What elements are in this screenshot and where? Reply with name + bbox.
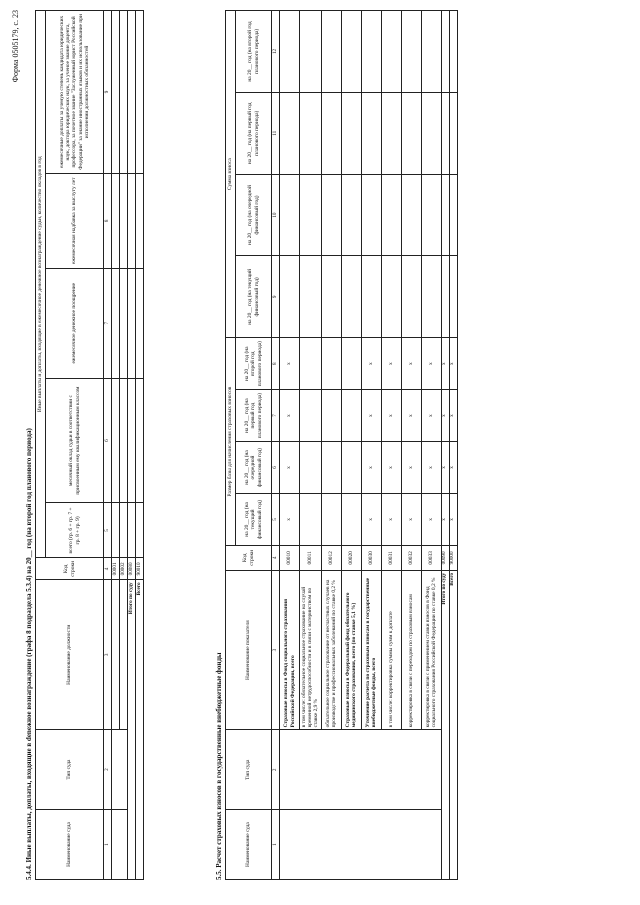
header-court-name: Наименование суда: [226, 810, 272, 880]
col-num: 7: [104, 268, 112, 378]
row-code: 00001: [112, 558, 120, 580]
indicator-label: Страховые взносы в Федеральный фонд обязательного медицинского страхования, всего (по ставке 5,1 %): [341, 570, 361, 730]
value-cell: [321, 256, 341, 338]
value-cell: [341, 338, 361, 390]
form-code: Форма 0505179, с. 23: [11, 10, 20, 83]
col-num: 9: [272, 256, 280, 338]
col-num: 10: [272, 174, 280, 256]
value-cell: [381, 256, 401, 338]
empty-mark: х: [280, 390, 300, 442]
indicator-label: Страховые взносы в Фонд социального страхования Российской Федерации, всего: [280, 570, 300, 730]
header-code: Код строки: [226, 545, 272, 570]
value-cell: [280, 11, 300, 93]
row-code: 00010: [280, 545, 300, 570]
empty-mark: х: [381, 442, 401, 494]
empty-mark: х: [401, 390, 421, 442]
empty-mark: х: [421, 390, 441, 442]
cell-position: [112, 580, 120, 730]
col-num: 11: [272, 92, 280, 174]
col-num: 12: [272, 11, 280, 93]
row-code: 00011: [300, 545, 322, 570]
value-cell: [321, 338, 341, 390]
indicator-label: корректировка в связи с применением ставки взносов в Фонд социального страхования Российской Федерации по ставке 0,2 %: [421, 570, 441, 730]
empty-mark: х: [361, 493, 381, 545]
value-cell: [341, 11, 361, 93]
header-year-current: на 20__ год (на текущий финансовый год): [236, 493, 272, 545]
value-cell: [401, 11, 421, 93]
value-cell: [300, 338, 322, 390]
value-cell: [321, 174, 341, 256]
row-code: 90010: [136, 558, 144, 580]
col-num: 9: [104, 11, 112, 174]
col-num: 3: [272, 570, 280, 730]
value-cell: [401, 92, 421, 174]
header-seniority: ежемесячная надбавка за выслугу лет: [46, 173, 104, 268]
header-court-type: Тип суда: [36, 730, 104, 810]
court-subtotal-label: Итого по суду: [441, 570, 449, 879]
cell-court-type: [280, 730, 442, 810]
empty-mark: х: [280, 338, 300, 390]
empty-mark: х: [421, 442, 441, 494]
col-num: 2: [104, 730, 112, 810]
value-cell: [421, 174, 441, 256]
empty-mark: х: [381, 493, 401, 545]
value-cell: [341, 493, 361, 545]
value-cell: [341, 92, 361, 174]
col-num: 8: [104, 173, 112, 268]
value-cell: [300, 442, 322, 494]
cell-court-name: [280, 810, 442, 880]
empty-mark: х: [421, 493, 441, 545]
value-cell: [361, 11, 381, 93]
value-cell: [381, 92, 401, 174]
section-title-5-4-4: 5.4.4. Иные выплаты, доплаты, входящие в denежное вознаграждение (графа 8 подраздела 5.3.4) на 20__ год (на второй год планового периода): [25, 428, 33, 880]
header-base-group: Размер базы для начисления страховых взносов: [226, 338, 236, 546]
col-num: 4: [272, 545, 280, 570]
value-cell: [381, 174, 401, 256]
row-code: 00080: [128, 558, 136, 580]
col-num: 6: [272, 442, 280, 494]
header-monthly-salary: месячный оклад судьи в соответствии с присвоенным ему квалификационным классом: [46, 378, 104, 503]
grand-total-label: Всего: [136, 580, 144, 880]
table-row: [280, 11, 300, 880]
value-cell: [341, 174, 361, 256]
value-cell: [361, 256, 381, 338]
empty-mark: х: [361, 442, 381, 494]
header-payments-group: Иные выплаты и доплаты, входящие в ежемесячное денежное вознаграждение судьи, количество окладов в год: [36, 11, 46, 558]
header-indicator: Наименование показателя: [226, 570, 272, 730]
row-code: 00032: [401, 545, 421, 570]
value-cell: [321, 390, 341, 442]
header-code: Код строки: [36, 558, 104, 580]
value-cell: [421, 256, 441, 338]
value-cell: [321, 493, 341, 545]
value-cell: [421, 11, 441, 93]
row-code: 00090: [441, 545, 449, 570]
value-cell: [300, 92, 322, 174]
value-cell: [280, 92, 300, 174]
header-position: Наименование должности: [36, 580, 104, 730]
empty-mark: х: [421, 338, 441, 390]
cell-court-name: [112, 810, 128, 880]
header-sum-group: Сумма взноса: [226, 11, 236, 338]
header-degree-allowances: ежемесячные доплаты за ученую степень кандидата юридических наук, доктора юридических наук, за ученое звание доцента, профессора, за почетное звание "Заслуженный юрист Российской Федерации" за знание иностранных языков и их использование при исполнении должностных обязанностей: [46, 11, 104, 174]
value-cell: [401, 256, 421, 338]
value-cell: [401, 174, 421, 256]
value-cell: [300, 493, 322, 545]
empty-mark: х: [280, 493, 300, 545]
section-title-5-5: 5.5. Расчет страховых взносов в государственные внебюджетные фонды: [215, 652, 223, 880]
col-num: 6: [104, 378, 112, 503]
header-year-next: на 20__ год (на очередной финансовый год): [236, 174, 272, 256]
value-cell: [321, 92, 341, 174]
col-num: 8: [272, 338, 280, 390]
empty-mark: х: [280, 442, 300, 494]
col-num: 4: [104, 558, 112, 580]
col-num: 2: [272, 730, 280, 810]
row-code: 00012: [321, 545, 341, 570]
header-year-plan2: на 20__ год (на второй год планового периода): [236, 11, 272, 93]
header-court-name: Наименование суда: [36, 810, 104, 880]
value-cell: [300, 174, 322, 256]
table-other-payments: [35, 10, 144, 880]
value-cell: [381, 11, 401, 93]
col-num: 5: [104, 503, 112, 558]
col-num: 1: [104, 810, 112, 880]
court-subtotal-label: Итого по суду: [128, 580, 136, 880]
empty-mark: х: [361, 338, 381, 390]
value-cell: [321, 11, 341, 93]
value-cell: [300, 256, 322, 338]
col-num: 1: [272, 810, 280, 880]
empty-mark: х: [401, 442, 421, 494]
value-cell: [300, 390, 322, 442]
rotated-content: [11, 10, 625, 880]
row-code: 00030: [361, 545, 381, 570]
table-insurance-contributions: Наименование суда Тип суда Наименование показателя Код строки Размер базы для начисления страховых взносов Сумма взноса на 20__ год (на текущий финансовый год) на 20__ год (на очередной финансовый год) на 20__ год (на первый год планового периода) на 20__ год (на второй год планового периода) на 20__ год (на текущий финансовый год) на 20__ год (на очередной финансовый год) на 20__ год (на первый год планового периода) на 20__ год (на второй год планового периода) 1 2 3 4 5 6 7 8 9 10 11 12 Страховые взносы в Фонд социального страхования Российской Федерации, всего 00010 х х х х в том числе: обязательное социальное страхование на случай временной нетрудоспособности и в связи с материнством по ставке 2,9 % 00011 обязательное социальное страхование от несчастных случаев на производстве и профессиональных заболеваний по ставке 0,2 % 00012 Страховые взносы в Федеральный фонд обязательного медицинского страхования, всего (по ставке 5,1 %) 00020 Уточнение расчета по страховым взносам в государственные внебюджетные фонды, всего 00030 х х х х в том числе: корректировка суммы сумм к доплате 00031 х х х х корректировка в связи с переходом по страховым взносам 00032 х х х х корректировка в связи с применением ставки взносов в Фонд социального страхования Российской Федерации по ставке 0,2 % 00033 х х х х Итого по суду 00090 х х х х Всего 90000 х х х х: [225, 10, 458, 880]
header-court-type: Тип суда: [226, 730, 272, 810]
header-year-plan1: на 20__ год (на первый год планового периода): [236, 92, 272, 174]
empty-mark: х: [381, 390, 401, 442]
indicator-label: обязательное социальное страхование от несчастных случаев на производстве и профессиональных заболеваний по ставке 0,2 %: [321, 570, 341, 730]
value-cell: [361, 174, 381, 256]
indicator-label: корректировка в связи с переходом по страховым взносам: [401, 570, 421, 730]
col-num: 3: [104, 580, 112, 730]
header-year-next: на 20__ год (на очередной финансовый год): [236, 442, 272, 494]
col-num: 7: [272, 390, 280, 442]
indicator-label: Уточнение расчета по страховым взносам в государственные внебюджетные фонды, всего: [361, 570, 381, 730]
header-year-plan2: на 20__ год (на второй год планового периода): [236, 338, 272, 390]
value-cell: [341, 442, 361, 494]
header-year-current: на 20__ год (на текущий финансовый год): [236, 256, 272, 338]
row-code: 00002: [120, 558, 128, 580]
indicator-label: в том числе: корректировка суммы сумм к доплате: [381, 570, 401, 730]
row-code: 00031: [381, 545, 401, 570]
value-cell: [341, 256, 361, 338]
indicator-label: в том числе: обязательное социальное страхование на случай временной нетрудоспособности и в связи с материнством по ставке 2,9 %: [300, 570, 322, 730]
cell-position: [120, 580, 128, 730]
row-code: 00033: [421, 545, 441, 570]
value-cell: [280, 174, 300, 256]
grand-total-label: Всего: [449, 570, 457, 879]
row-code: 00020: [341, 545, 361, 570]
value-cell: [421, 92, 441, 174]
cell-court-type: [112, 730, 128, 810]
value-cell: [361, 92, 381, 174]
empty-mark: х: [401, 338, 421, 390]
header-year-plan1: на 20__ год (на первый год планового периода): [236, 390, 272, 442]
col-num: 5: [272, 493, 280, 545]
header-monthly-bonus: ежемесячное денежное поощрение: [46, 268, 104, 378]
value-cell: [321, 442, 341, 494]
value-cell: [341, 390, 361, 442]
value-cell: [300, 11, 322, 93]
empty-mark: х: [381, 338, 401, 390]
row-code: 90000: [449, 545, 457, 570]
empty-mark: х: [361, 390, 381, 442]
empty-mark: х: [401, 493, 421, 545]
value-cell: [280, 256, 300, 338]
header-total: всего (гр. 6 + гр. 7 + гр. 8 + гр. 9): [46, 503, 104, 558]
